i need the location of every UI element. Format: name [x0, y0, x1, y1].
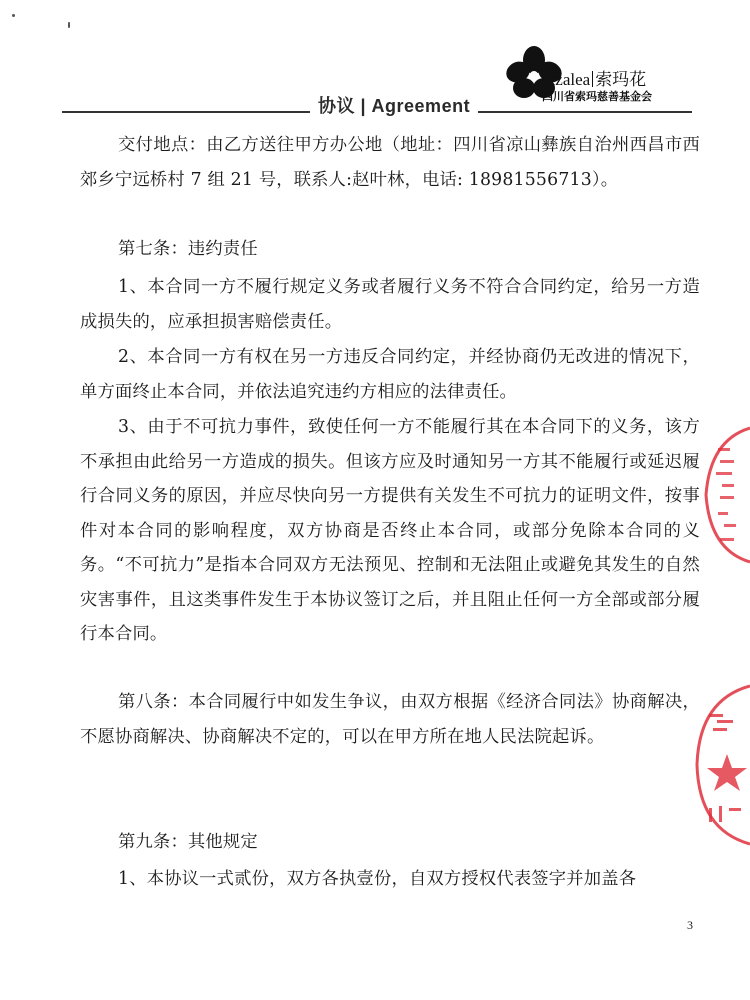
article-seven-clause-2: 2、本合同一方有权在另一方违反合同约定，并经协商仍无改进的情况下，单方面终止本合同，并依法追究违约方相应的法律责任。: [80, 347, 700, 402]
red-foundation-seal-icon: [695, 680, 750, 850]
foundation-logo: [500, 40, 690, 102]
logo-english-name: Azalea: [543, 70, 591, 89]
article-seven-clause-1: 1、本合同一方不履行规定义务或者履行义务不符合合同约定，给另一方造成损失的，应承担损害赔偿责任。: [80, 277, 700, 332]
page-number: 3: [687, 918, 693, 932]
article-nine-clause-1: 1、本协议一式贰份，双方各执壹份，自双方授权代表签字并加盖各: [118, 869, 637, 889]
article-nine-heading: 第九条：其他规定: [118, 832, 258, 852]
logo-chinese-name: 索玛花: [595, 70, 647, 89]
red-company-seal-icon: [700, 420, 750, 570]
page-header-title: 协议 | Agreement: [310, 92, 478, 118]
article-seven-clause-3: 3、由于不可抗力事件，致使任何一方不能履行其在本合同下的义务，该方不承担由此给另一方造成的损失。但该方应及时通知另一方其不能履行或延迟履行合同义务的原因，并应尽快向另一方提供有关发生不可抗力的证明文件，按事件对本合同的影响程度，双方协商是否终止本合同，或部分免除本合同的义务。“不可抗力”是指本合同双方无法预见、控制和无法阻止或避免其发生的自然灾害事件，且这类事件发生于本协议签订之后，并且阻止任何一方全部或部分履行本合同。: [80, 417, 700, 644]
scan-speck: [68, 22, 70, 28]
logo-text: [543, 65, 646, 90]
article-eight-paragraph: 第八条：本合同履行中如发生争议，由双方根据《经济合同法》协商解决，不愿协商解决、协商解决不定的，可以在甲方所在地人民法院起诉。: [80, 692, 700, 747]
logo-separator: [592, 71, 593, 87]
scan-speck: [12, 14, 15, 17]
delivery-location-paragraph: 交付地点：由乙方送往甲方办公地（地址：四川省凉山彝族自治州西昌市西郊乡宁远桥村 7 组 21 号，联系人:赵叶林，电话: 18981556713）。: [80, 135, 700, 190]
article-seven-heading: 第七条：违约责任: [118, 239, 258, 259]
logo-organization-name: 四川省索玛慈善基金会: [542, 90, 652, 103]
